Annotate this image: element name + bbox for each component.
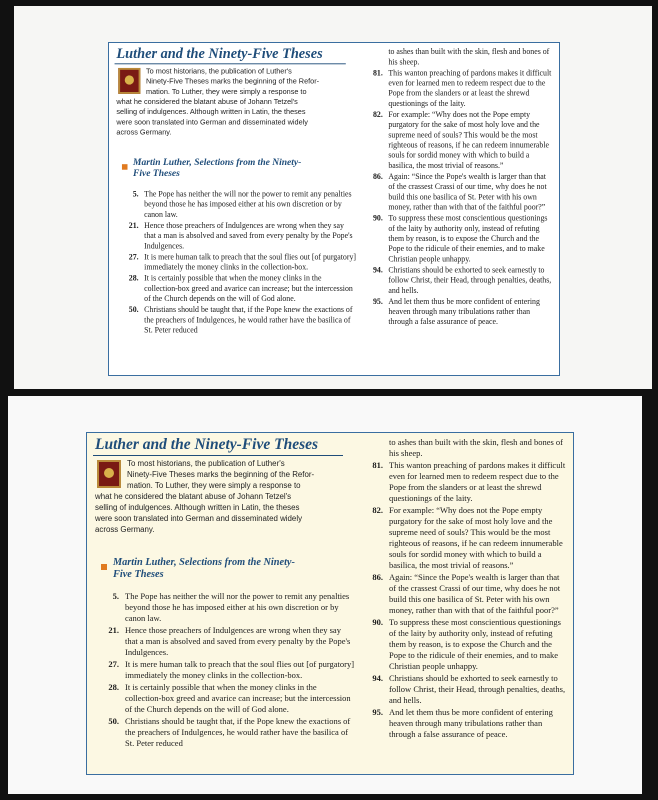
thesis-item: 90. To suppress these most conscientious questionings of the laity by authority only, instead of refuting them by reason, is to expose the Church and the Pope to the ridicule of their enemies, and to make Christian people unhappy. <box>372 617 561 671</box>
thesis-item: 82. For example: “Why does not the Pope empty purgatory for the sake of most holy love and the supreme need of souls? This would be the most righteous of reasons, if he can redeem innumerable souls for sordid money with which to build a basilica, the most trivial of reasons.” <box>372 505 563 570</box>
top-card <box>14 6 652 389</box>
title-rule <box>115 63 346 64</box>
continuation-text: to ashes than built with the skin, flesh and bones of his sheep. <box>389 437 563 458</box>
thesis-item: 94. Christians should be exhorted to seek earnestly to follow Christ, their Head, through penalties, deaths, and hells. <box>372 265 552 295</box>
thesis-item: 21. Hence those preachers of Indulgences are wrong when they say that a man is absolved and saved from every penalty by the Pope's Indulgences. <box>128 220 353 251</box>
thesis-item: 5. The Pope has neither the will nor the power to remit any penalties beyond those he has imposed either at his own discretion or by canon law. <box>132 189 352 219</box>
intro-text: To most historians, the publication of Luther's Ninety-Five Theses marks the beginning of the Refor- mation. To Luther, they were simply a response to what he considered the blatant abuse of Johann Tetzel's selling of indulgences. Although written in Latin, the theses were soon translated into German and disseminated widely across Germany. <box>95 459 315 534</box>
thesis-item: 28. It is certainly possible that when the money clinks in the collection-box greed and avarice can increase; but the intercession of the Church depends on the will of God alone. <box>128 273 353 303</box>
top-reading-panel <box>108 42 560 376</box>
thesis-item: 27. It is mere human talk to preach that the soul flies out [of purgatory] immediately the money clinks in the collection-box. <box>108 659 355 680</box>
right-column <box>359 437 567 741</box>
right-column <box>361 47 553 328</box>
left-column <box>116 189 357 336</box>
reading-title: Luther and the Ninety-Five Theses <box>116 45 323 62</box>
bullet-icon <box>122 164 128 170</box>
thesis-item: 82. For example: “Why does not the Pope empty purgatory for the sake of most holy love and the supreme need of souls? This would be the most righteous of reasons, if he can redeem innumerable souls for sordid money with which to build a basilica, the most trivial of reasons.” <box>372 109 550 170</box>
thesis-item: 90. To suppress these most conscientious questionings of the laity by authority only, instead of refuting them by reason, is to expose the Church and the Pope to the ridicule of their enemies, and to make Christian people unhappy. <box>372 213 548 264</box>
bottom-card <box>8 396 642 794</box>
continuation-text: to ashes than built with the skin, flesh and bones of his sheep. <box>388 46 550 67</box>
bottom-reading-panel <box>86 432 574 775</box>
thesis-item: 86. Again: “Since the Pope's wealth is larger than that of the crassest Crassi of our time, why does he not build this one basilica of St. Peter with his own money, rather than with that of the faithful poor?” <box>372 171 547 212</box>
thesis-item: 95. And let them thus be more confident of entering heaven through many tribulations rather than through a false assurance of peace. <box>372 296 540 327</box>
reading-page <box>87 433 571 773</box>
subheading: Martin Luther, Selections from the Ninety-Five Theses <box>113 557 295 580</box>
thesis-item: 81. This wanton preaching of pardons makes it difficult even for learned men to redeem respect due to the Pope from the slanders or at least the shrewd questionings of the laity. <box>372 67 552 108</box>
thesis-item: 94. Christians should be exhorted to seek earnestly to follow Christ, their Head, through penalties, deaths, and hells. <box>372 673 566 705</box>
thesis-item: 27. It is mere human talk to preach that the soul flies out [of purgatory] immediately the money clinks in the collection-box. <box>128 252 357 272</box>
thesis-item: 86. Again: “Since the Pope's wealth is larger than that of the crassest Crassi of our time, why does he not build this one basilica of St. Peter with his own money, rather than with that of the faithful poor?” <box>372 572 561 615</box>
reading-page <box>109 43 557 358</box>
thesis-item: 5. The Pope has neither the will nor the power to remit any penalties beyond those he has imposed either at his own discretion or by canon law. <box>112 591 350 623</box>
subheading: Martin Luther, Selections from the Ninety-Five Theses <box>133 157 302 179</box>
title-rule <box>93 455 343 456</box>
intro-text: To most historians, the publication of Luther's Ninety-Five Theses marks the beginning of the Refor- mation. To Luther, they were simply a response to what he considered the blatant abuse of Johann Tetzel's selling of indulgences. Although written in Latin, the theses were soon translated into German and disseminated widely across Germany. <box>116 67 320 137</box>
thesis-item: 21. Hence those preachers of Indulgences are wrong when they say that a man is absolved and saved from every penalty by the Pope's Indulgences. <box>108 625 351 657</box>
thesis-item: 95. And let them thus be more confident of entering heaven through many tribulations rather than through a false assurance of peace. <box>372 707 553 739</box>
thesis-item: 28. It is certainly possible that when the money clinks in the collection-box greed and avarice can increase; but the intercession of the Church depends on the will of God alone. <box>108 682 351 714</box>
thesis-item: 50. Christians should be taught that, if the Pope knew the exactions of the preachers of Indulgences, he would rather have the basilica of St. Peter reduced <box>108 716 351 748</box>
thesis-item: 81. This wanton preaching of pardons makes it difficult even for learned men to redeem respect due to the Pope from the slanders or at least the shrewd questionings of the laity. <box>372 460 566 503</box>
thesis-item: 50. Christians should be taught that, if the Pope knew the exactions of the preachers of Indulgences, he would rather have the basilica of St. Peter reduced <box>128 304 353 335</box>
left-column <box>95 591 355 750</box>
reading-title: Luther and the Ninety-Five Theses <box>95 436 319 453</box>
bullet-icon <box>101 564 107 570</box>
